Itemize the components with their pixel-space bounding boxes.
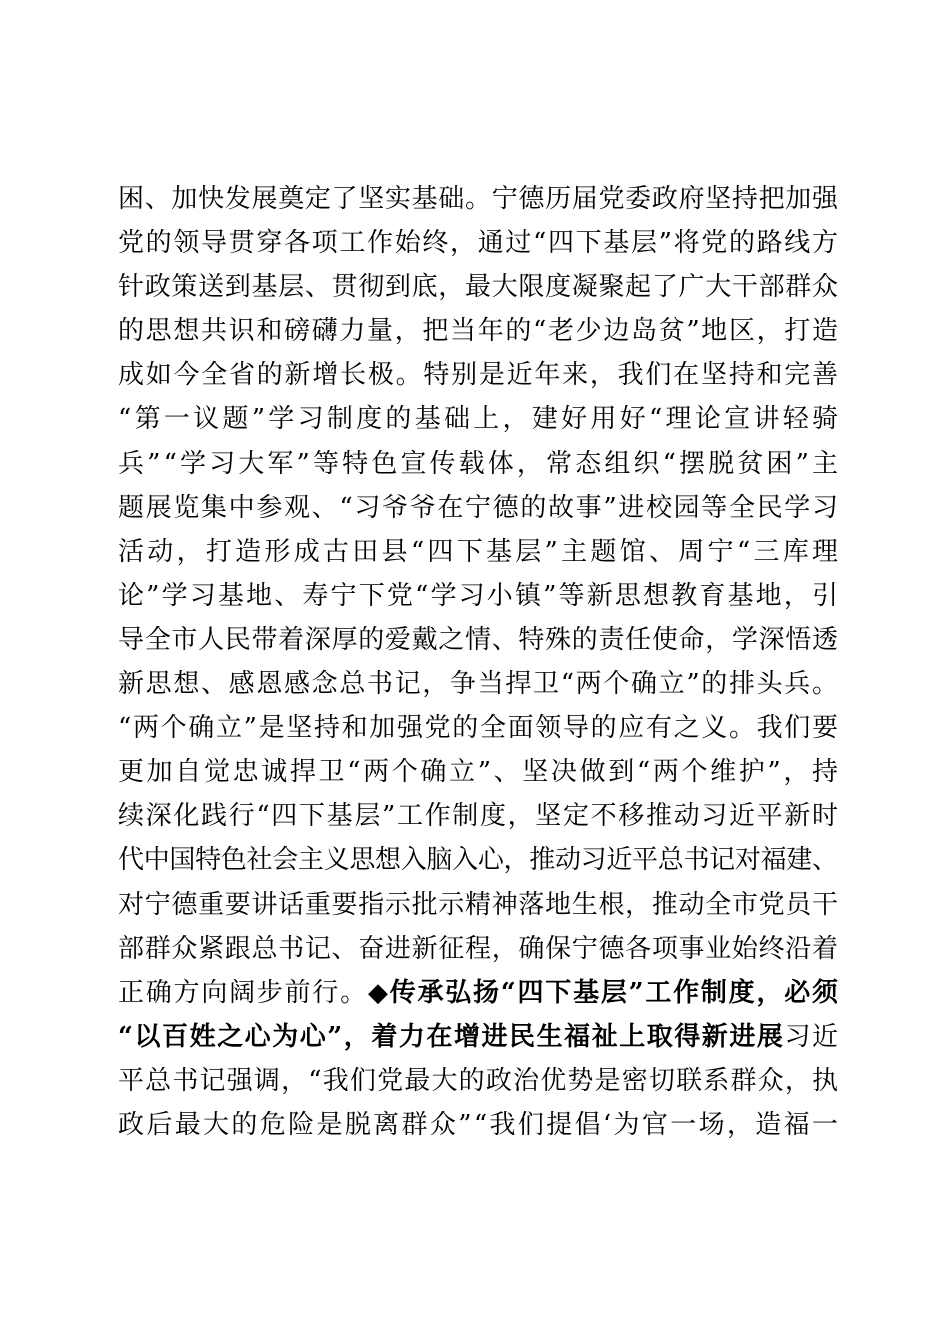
text-line [118, 309, 838, 353]
text-line [118, 574, 841, 618]
text-segment: 成如今全省的新增长极。特别是近年来，我们在坚持和完善 [118, 360, 840, 391]
text-segment: 的思想共识和磅礴力量，把当年的“老少边岛贫”地区，打造 [118, 316, 840, 347]
text-line [118, 927, 838, 971]
text-segment: 论”学习基地、寿宁下党“学习小镇”等新思想教育基地，引 [118, 580, 841, 611]
text-line [118, 838, 838, 882]
text-line [118, 1103, 841, 1147]
text-segment: 困、加快发展奠定了坚实基础。宁德历届党委政府坚持把加强 [118, 184, 839, 214]
bold-text-segment: “以百姓之心为心”，着力在增进民生福祉上取得新进展 [118, 1021, 785, 1052]
text-line [118, 221, 838, 265]
text-line [118, 442, 842, 486]
text-segment: 习近 [784, 1021, 840, 1052]
text-segment: 续深化践行“四下基层”工作制度，坚定不移推动习近平新时 [118, 801, 840, 832]
text-segment: 政后最大的危险是脱离群众”“我们提倡‘为官一场，造福一 [118, 1109, 841, 1140]
text-segment: 更加自觉忠诚捍卫“两个确立”、坚决做到“两个维护”，持 [118, 757, 841, 788]
text-segment: 正确方向阔步前行。 [118, 977, 368, 1008]
text-segment: 题展览集中参观、“习爷爷在宁德的故事”进校园等全民学习 [118, 492, 840, 523]
text-segment: 新思想、感恩感念总书记，争当捍卫“两个确立”的排头兵。 [118, 669, 840, 700]
text-segment: 代中国特色社会主义思想入脑入心，推动习近平总书记对福建、 [118, 845, 838, 876]
body-text [118, 177, 842, 1147]
text-segment: “第一议题”学习制度的基础上，建好用好“理论宣讲轻骑 [118, 404, 842, 435]
text-line [118, 530, 842, 574]
text-segment: 对宁德重要讲话重要指示批示精神落地生根，推动全市党员干 [118, 889, 839, 920]
text-line [118, 706, 838, 750]
text-segment: 针政策送到基层、贯彻到底，最大限度凝聚起了广大干部群众 [118, 272, 839, 303]
text-segment: 党的领导贯穿各项工作始终，通过“四下基层”将党的路线方 [118, 228, 840, 259]
text-line [118, 486, 838, 530]
text-line [118, 971, 838, 1015]
text-line [118, 794, 838, 838]
text-line [118, 353, 838, 397]
text-line [118, 618, 838, 662]
bold-text-segment: ◆传承弘扬“四下基层”工作制度，必须 [367, 977, 840, 1008]
text-segment: 导全市人民带着深厚的爱戴之情、特殊的责任使命，学深悟透 [118, 624, 839, 655]
text-line [118, 1059, 838, 1103]
text-segment: 部群众紧跟总书记、奋进新征程，确保宁德各项事业始终沿着 [118, 933, 839, 964]
text-line [118, 1015, 838, 1059]
text-segment: 兵”“学习大军”等特色宣传载体，常态组织“摆脱贫困”主 [118, 448, 842, 479]
text-line [118, 883, 838, 927]
text-line [118, 265, 838, 309]
text-line [118, 397, 842, 441]
text-line [118, 662, 838, 706]
text-segment: “两个确立”是坚持和加强党的全面领导的应有之义。我们要 [118, 713, 840, 744]
text-segment: 活动，打造形成古田县“四下基层”主题馆、周宁“三库理 [118, 536, 842, 567]
text-segment: 平总书记强调，“我们党最大的政治优势是密切联系群众，执 [118, 1065, 840, 1096]
text-line [118, 750, 841, 794]
text-line [118, 177, 838, 221]
